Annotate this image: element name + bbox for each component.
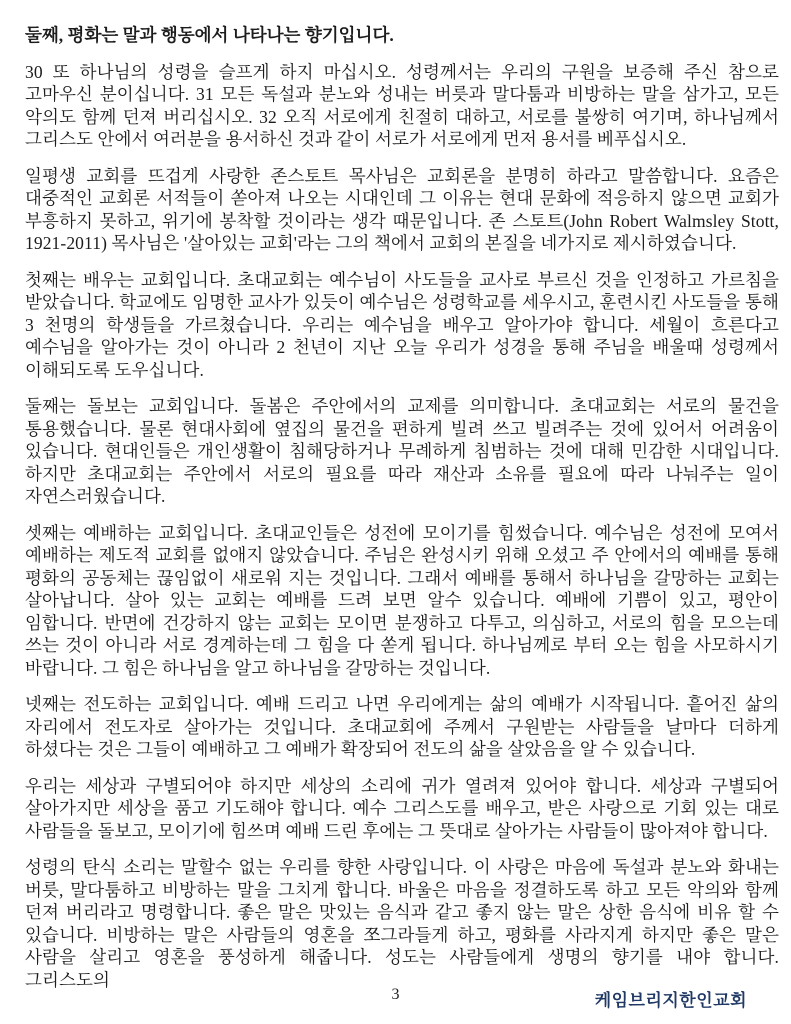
scripture-paragraph: 30 또 하나님의 성령을 슬프게 하지 마십시오. 성령께서는 우리의 구원을 보증해 주신 참으로 고마우신 분이십니다. 31 모든 독설과 분노와 성내는 버릇과 말다툼과 비방하는 말을 삼가고, 모든 악의도 함께 던져 버리십시오. 32 오직 서로에게 친절히 대하고, 서로를 불쌍히 여기며, 하나님께서 그리스도 안에서 여러분을 용서하신 것과 같이 서로가 서로에게 먼저 용서를 베푸십시오. (25, 61, 779, 149)
body-paragraph-second-caring-church: 둘째는 돌보는 교회입니다. 돌봄은 주안에서의 교제를 의미합니다. 초대교회는 서로의 물건을 통용했습니다. 물론 현대사회에 옆집의 물건을 편하게 빌려 쓰고 빌려주는 것에 있어서 어려움이 있습니다. 현대인들은 개인생활이 침해당하거나 무례하게 침범하는 것에 대해 민감한 시대입니다. 하지만 초대교회는 주안에서 서로의 필요를 따라 재산과 소유를 필요에 따라 나눠주는 일이 자연스러웠습니다. (25, 396, 779, 506)
body-paragraph-fourth-evangelizing-church: 넷째는 전도하는 교회입니다. 예배 드리고 나면 우리에게는 삶의 예배가 시작됩니다. 흩어진 삶의 자리에서 전도자로 살아가는 것입니다. 초대교회에 주께서 구원받는 사람들을 날마다 더하게 하셨다는 것은 그들이 예배하고 그 예배가 확장되어 전도의 삶을 살았음을 알 수 있습니다. (25, 694, 779, 759)
body-paragraph-third-worshiping-church: 셋째는 예배하는 교회입니다. 초대교인들은 성전에 모이기를 힘썼습니다. 예수님은 성전에 모여서 예배하는 제도적 교회를 없애지 않았습니다. 주님은 완성시키 위해 오셨고 주 안에서의 예배를 통해 평화의 공동체는 끊임없이 새로워 지는 것입니다. 그래서 예배를 통해서 하나님을 갈망하는 교회는 살아납니다. 살아 있는 교회는 예배를 드려 보면 알수 있습니다. 예배에 기쁨이 있고, 평안이 임합니다. 반면에 건강하지 않는 교회는 모이면 분쟁하고 다투고, 의심하고, 서로의 힘을 모으는데 쓰는 것이 아니라 서로 경계하는데 그 힘을 다 쏟게 됩니다. 하나님께로 부터 오는 힘을 사모하시기 바랍니다. 그 힘은 하나님을 알고 하나님을 갈망하는 것입니다. (25, 522, 779, 678)
section-heading: 둘째, 평화는 말과 행동에서 나타나는 향기입니다. (25, 25, 394, 45)
body-paragraph-john-stott-intro: 일평생 교회를 뜨겁게 사랑한 존스토트 목사님은 교회론을 분명히 하라고 말씀합니다. 요즘은 대중적인 교회론 서적들이 쏟아져 나오는 시대인데 그 이유는 현대 문화에 적응하지 않으면 교회가 부흥하지 못하고, 위기에 봉착할 것이라는 생각 때문입니다. 존 스토트(John Robert Walmsley Stott, 1921-2011) 목사님은 '살아있는 교회'라는 그의 책에서 교회의 본질을 네가지로 제시하였습니다. (25, 165, 779, 253)
church-name-footer: 케임브리지한인교회 (594, 991, 747, 1010)
page-footer (0, 986, 791, 1010)
body-paragraph-first-learning-church: 첫째는 배우는 교회입니다. 초대교회는 예수님이 사도들을 교사로 부르신 것을 인정하고 가르침을 받았습니다. 학교에도 임명한 교사가 있듯이 예수님은 성령학교를 세우시고, 훈련시킨 사도들을 통해 3 천명의 학생들을 가르쳤습니다. 우리는 예수님을 배우고 알아가야 합니다. 세월이 흐른다고 예수님을 알아가는 것이 아니라 2 천년이 지난 오늘 우리가 성경을 통해 주님을 배울때 성령께서 이해되도록 도우십니다. (25, 269, 779, 380)
body-paragraph-spirit-groaning: 성령의 탄식 소리는 말할수 없는 우리를 향한 사랑입니다. 이 사랑은 마음에 독설과 분노와 화내는 버릇, 말다툼하고 비방하는 말을 그치게 합니다. 바울은 마음을 정결하도록 하고 모든 악의와 함께 던져 버리라고 명령합니다. 좋은 말은 맛있는 음식과 같고 좋지 않는 말은 상한 음식에 비유 할 수 있습니다. 비방하는 말은 사람들의 영혼을 쪼그라들게 하고, 평화를 사라지게 하지만 좋은 말은 사람을 살리고 영혼을 풍성하게 해줍니다. 성도는 사람들에게 생명의 향기를 내야 합니다. 그리스도의 (25, 857, 779, 990)
document-body (25, 24, 779, 991)
page-number: 3 (391, 986, 400, 1003)
body-paragraph-separated-from-world: 우리는 세상과 구별되어야 하지만 세상의 소리에 귀가 열려져 있어야 합니다. 세상과 구별되어 살아가지만 세상을 품고 기도해야 합니다. 예수 그리스도를 배우고, 받은 사랑으로 기회 있는 대로 사람들을 돌보고, 모이기에 힘쓰며 예배 드린 후에는 그 뜻대로 살아가는 사람들이 많아져야 합니다. (25, 775, 779, 841)
